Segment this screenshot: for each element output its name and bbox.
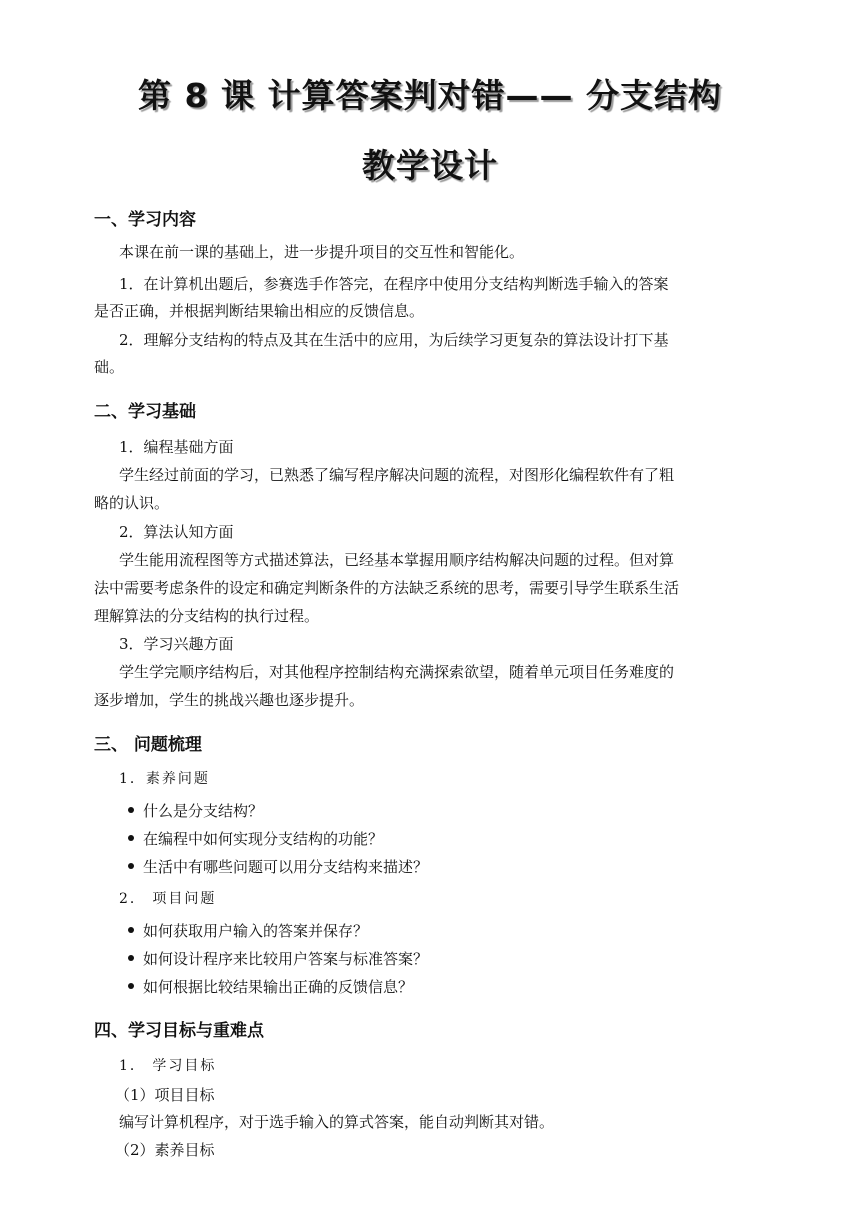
paragraph: 1．在计算机出题后，参赛选手作答完，在程序中使用分支结构判断选手输入的答案 [119,275,669,293]
document-subtitle: 教学设计 [362,146,498,185]
subheading: 1．素养问题 [119,771,210,787]
bullet-dot-icon [128,835,134,841]
bullet-dot-icon [128,807,134,813]
paragraph-continuation: 是否正确，并根据判断结果输出相应的反馈信息。 [94,302,425,320]
paragraph: 2．理解分支结构的特点及其在生活中的应用，为后续学习更复杂的算法设计打下基 [119,331,669,349]
bullet-dot-icon [128,927,134,933]
subheading: 1． 学习目标 [119,1058,217,1074]
bullet-item: 什么是分支结构？ [128,800,263,821]
bullet-item: 如何获取用户输入的答案并保存？ [128,920,368,941]
bullet-item: 在编程中如何实现分支结构的功能？ [128,828,383,849]
sub-item: （1）项目目标 [115,1086,215,1104]
paragraph: 学生学完顺序结构后，对其他程序控制结构充满探索欲望，随着单元项目任务难度的 [119,663,675,681]
paragraph-continuation: 逐步增加，学生的挑战兴趣也逐步提升。 [94,691,365,709]
paragraph-continuation: 础。 [94,358,125,376]
bullet-dot-icon [128,983,134,989]
list-item: 2．算法认知方面 [119,523,234,541]
section-heading-learning-basis: 二、学习基础 [94,402,196,422]
bullet-item: 如何根据比较结果输出正确的反馈信息？ [128,976,413,997]
section-heading-learning-content: 一、学习内容 [94,210,196,230]
subheading: 2． 项目问题 [119,891,217,907]
bullet-item: 如何设计程序来比较用户答案与标准答案？ [128,948,428,969]
section-heading-objectives: 四、学习目标与重难点 [94,1021,264,1041]
paragraph: 学生经过前面的学习，已熟悉了编写程序解决问题的流程，对图形化编程软件有了粗 [119,466,675,484]
sub-item: （2）素养目标 [115,1141,215,1159]
section-heading-problem-sorting: 三、 问题梳理 [94,735,202,755]
list-item: 3．学习兴趣方面 [119,635,234,653]
paragraph-continuation: 理解算法的分支结构的执行过程。 [94,607,320,625]
bullet-item: 生活中有哪些问题可以用分支结构来描述？ [128,856,428,877]
bullet-dot-icon [128,955,134,961]
paragraph: 本课在前一课的基础上，进一步提升项目的交互性和智能化。 [119,243,525,261]
paragraph-continuation: 略的认识。 [94,494,170,512]
paragraph-continuation: 法中需要考虑条件的设定和确定判断条件的方法缺乏系统的思考，需要引导学生联系生活 [94,579,680,597]
document-title: 第 8 课 计算答案判对错—— 分支结构 [138,76,722,115]
bullet-dot-icon [128,863,134,869]
paragraph: 学生能用流程图等方式描述算法，已经基本掌握用顺序结构解决问题的过程。但对算 [119,551,675,569]
list-item: 1．编程基础方面 [119,438,234,456]
paragraph: 编写计算机程序，对于选手输入的算式答案，能自动判断其对错。 [119,1113,555,1131]
